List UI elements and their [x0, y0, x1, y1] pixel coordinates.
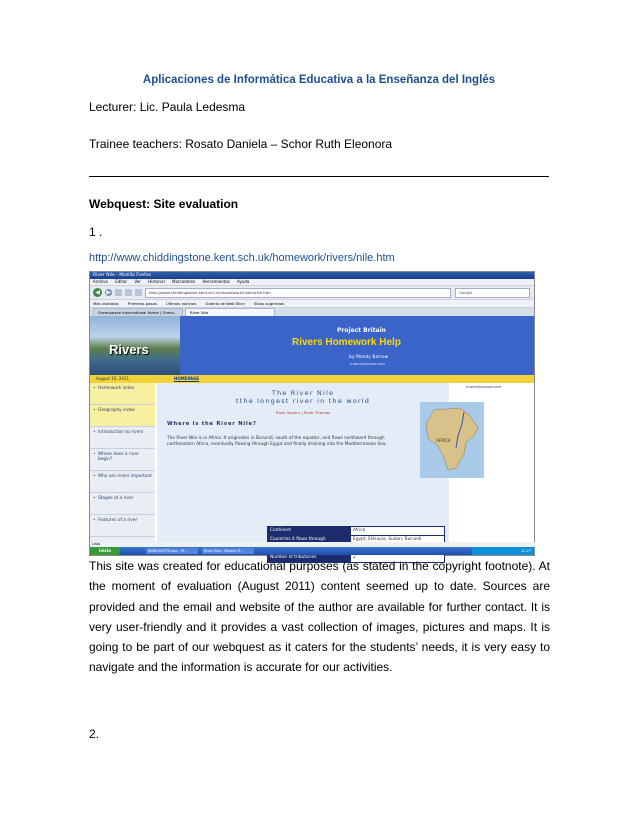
- sidebar-item-intro[interactable]: • Introduction to rivers: [90, 427, 155, 449]
- back-arrow-icon[interactable]: ◀: [93, 288, 102, 297]
- site-banner: [90, 316, 534, 375]
- author-label: by Mandy Barrow: [349, 355, 389, 360]
- document-title: Aplicaciones de Informática Educativa a la Enseñanza del Inglés: [142, 74, 496, 86]
- author-site: mandybarrow.com: [350, 361, 386, 366]
- bookmark-item[interactable]: Galería de Web Slice: [205, 301, 245, 306]
- sidebar-item-begin[interactable]: • Where does a river begin?: [90, 449, 155, 471]
- corner-link[interactable]: mandybarrow.com: [466, 384, 502, 389]
- page-subtitle: tthe longest river in the world: [235, 397, 371, 405]
- bookmark-item[interactable]: Primeros pasos: [127, 301, 157, 306]
- related-links[interactable]: River Severn | River Thames: [275, 410, 331, 415]
- page-title: The River Nile: [271, 389, 335, 397]
- menu-bar: [90, 279, 534, 286]
- table-row: [268, 527, 445, 536]
- fact-key: Continent: [268, 527, 351, 536]
- tab-river-nile[interactable]: River Nile: [185, 308, 275, 316]
- bookmark-item[interactable]: Sitios sugeridos: [253, 301, 284, 306]
- project-label: Project Britain: [337, 327, 386, 334]
- sidebar-item-geography[interactable]: • Geography index: [90, 405, 155, 427]
- evaluation-paragraph: This site was created for educational purposes (as stated in the copyright footnote). At the moment of evaluation (August 2011) content seemed up to date. Sources are provided and the email and website of the author are available for further contact. It is very user-friendly and it provides a vast collection of images, pictures and maps. It is going to be part of our webquest as it caters for the students’ needs, it is very easy to navigate and the information is accurate for our activities.: [89, 559, 550, 675]
- sidebar-item-features[interactable]: • Features of a river: [90, 515, 155, 537]
- menu-item[interactable]: Ayuda: [237, 279, 250, 284]
- lecturer-line: Lecturer: Lic. Paula Ledesma: [89, 100, 246, 114]
- site-url-link[interactable]: http://www.chiddingstone.kent.sch.uk/homework/rivers/nile.htm: [89, 252, 395, 264]
- where-heading: Where is the River Nile?: [167, 421, 257, 427]
- bookmark-item[interactable]: Últimas noticias: [165, 301, 197, 306]
- tab-greenpeace[interactable]: Greenpeace International Home | Green...: [93, 308, 183, 316]
- menu-item[interactable]: Archivo: [93, 279, 108, 284]
- forward-arrow-icon[interactable]: ▶: [106, 289, 111, 296]
- sidebar-item-important[interactable]: • Why are rivers important: [90, 471, 155, 493]
- clock: 12:27: [472, 547, 534, 555]
- date-label: August 16, 2011: [96, 376, 130, 381]
- africa-map: [420, 402, 484, 478]
- menu-item[interactable]: Ver: [134, 279, 141, 284]
- stop-icon[interactable]: [125, 289, 132, 296]
- section-heading: Webquest: Site evaluation: [89, 197, 239, 211]
- sidebar-item-stages[interactable]: • Stages of a river: [90, 493, 155, 515]
- window-title: River Nile - Mozilla Firefox: [90, 272, 534, 279]
- where-paragraph: The River Nile is in Africa. It originates in Burundi, south of the equator, and flows northward through northeastern Africa, eventually flowing through Egypt and finally draining into the Mediterranean Sea.: [167, 436, 387, 447]
- address-bar[interactable]: http://www.chiddingstone.kent.sch.uk/homework/rivers/nile.htm: [145, 288, 451, 298]
- taskbar-item[interactable]: River Nile - Mozilla Fi...: [202, 548, 254, 554]
- site-sidebar: [90, 383, 155, 542]
- status-bar: Listo: [90, 542, 536, 547]
- date-bar: [90, 375, 534, 383]
- home-icon[interactable]: [135, 289, 142, 296]
- item-number-1: 1 .: [89, 225, 103, 239]
- trainees-line: Trainee teachers: Rosato Daniela – Schor Ruth Eleonora: [89, 137, 393, 151]
- banner-word: Rivers: [109, 342, 149, 357]
- bookmarks-bar: [90, 300, 534, 308]
- menu-item[interactable]: Herramientas: [202, 279, 230, 284]
- fact-key: Countries it flows through: [268, 536, 351, 545]
- item-number-2: 2.: [89, 727, 100, 741]
- browser-screenshot: [89, 271, 535, 560]
- fact-value: Egypt, Ethiopia, Sudan, Burundi: [351, 536, 445, 545]
- sidebar-item-homework[interactable]: • Homework index: [90, 383, 155, 405]
- site-heading: Rivers Homework Help: [292, 337, 401, 348]
- menu-item[interactable]: Marcadores: [172, 279, 196, 284]
- fact-value: Africa: [351, 527, 445, 536]
- taskbar: [90, 547, 534, 555]
- search-box[interactable]: Google: [455, 288, 530, 298]
- taskbar-item[interactable]: WEBQUESTS.doc - M...: [146, 548, 198, 554]
- map-label: AFRICA: [436, 438, 451, 443]
- horizontal-rule: [89, 176, 549, 177]
- start-button[interactable]: inicio: [90, 547, 120, 555]
- fact-key: Number of tributaries: [268, 554, 351, 563]
- homepage-link[interactable]: HOMEPAGE: [174, 376, 200, 381]
- bookmark-item[interactable]: Más visitados: [93, 301, 119, 306]
- fact-value: 2: [351, 554, 445, 563]
- menu-item[interactable]: Editar: [115, 279, 128, 284]
- navigation-toolbar: [90, 286, 534, 300]
- menu-item[interactable]: Historial: [148, 279, 165, 284]
- reload-icon[interactable]: [115, 289, 122, 296]
